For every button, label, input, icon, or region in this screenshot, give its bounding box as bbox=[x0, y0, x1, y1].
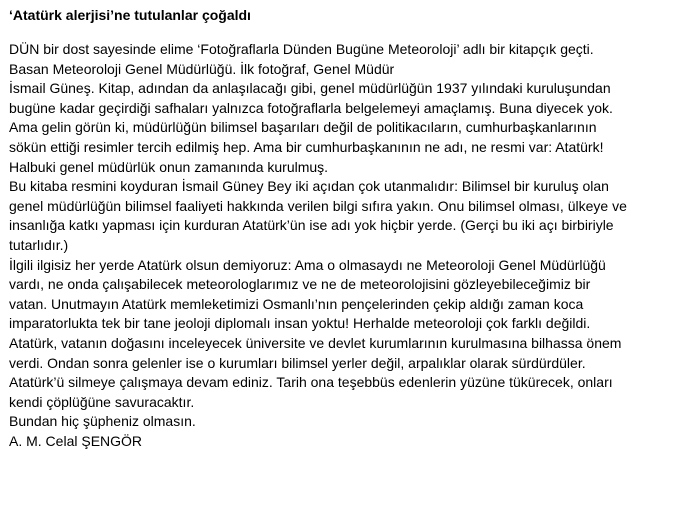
author-signature: A. M. Celal ŞENGÖR bbox=[9, 432, 143, 449]
body-line: Basan Meteoroloji Genel Müdürlüğü. İlk fotoğraf, Genel Müdür bbox=[9, 60, 395, 77]
body-line: vardı, ne onda çalışabilecek meteorologlarımız ve ne de meteorolojisini gözleyebileceğimiz bir bbox=[9, 276, 591, 293]
body-line: verdi. Ondan sonra gelenler ise o kurumları bilimsel yerler değil, arpalıklar olarak sürdürdüler. bbox=[9, 354, 586, 371]
body-line: tutarlıdır.) bbox=[9, 236, 69, 253]
body-line: Ama gelin görün ki, müdürlüğün bilimsel başarıları değil de politikacıların, cumhurbaşkanlarının bbox=[9, 119, 597, 136]
body-line: Atatürk’ü silmeye çalışmaya devam ediniz. Tarih ona teşebbüs edenlerin yüzüne tükürecek, onları bbox=[9, 374, 613, 391]
body-line: sökün ettiği resimler tercih edilmiş hep. Ama bir cumhurbaşkanının ne adı, ne resmi var: Atatürk! bbox=[9, 138, 604, 155]
body-line: İsmail Güneş. Kitap, adından da anlaşılacağı gibi, genel müdürlüğün 1937 yılındaki kuruluşundan bbox=[9, 80, 611, 97]
body-line: insanlığa katkı yapması için kurduran Atatürk’ün ise adı yok hiçbir yerde. (Gerçi bu iki açı birbiriyle bbox=[9, 217, 614, 234]
body-line: bugüne kadar geçirdiği safhaları yalnızca fotoğraflarla belgelemeyi amaçlamış. Buna diyecek yok. bbox=[9, 99, 613, 116]
body-line: Halbuki genel müdürlük onun zamanında kurulmuş. bbox=[9, 158, 329, 175]
body-line: Bu kitaba resmini koyduran İsmail Güney Bey iki açıdan çok utanmalıdır: Bilimsel bir kuruluş olan bbox=[9, 178, 609, 195]
article bbox=[9, 4, 681, 451]
body-line: vatan. Unutmayın Atatürk memleketimizi Osmanlı’nın pençelerinden çekip aldığı zaman koca bbox=[9, 295, 584, 312]
body-line: İlgili ilgisiz her yerde Atatürk olsun demiyoruz: Ama o olmasaydı ne Meteoroloji Genel Müdürlüğü bbox=[9, 256, 606, 273]
body-line: Bundan hiç şüpheniz olmasın. bbox=[9, 413, 196, 430]
body-line: genel müdürlüğün bilimsel faaliyeti hakkında verilen bilgi sıfıra yakın. Onu bilimsel olması, ülkeye ve bbox=[9, 197, 627, 214]
body-line: imparatorlukta tek bir tane jeoloji diplomalı insan yoktu! Herhalde meteoroloji çok farklı değildi. bbox=[9, 315, 591, 332]
article-title: ‘Atatürk alerjisi’ne tutulanlar çoğaldı bbox=[9, 7, 251, 23]
body-line: kendi çöplüğüne savuracaktır. bbox=[9, 393, 195, 410]
body-line: DÜN bir dost sayesinde elime ‘Fotoğraflarla Dünden Bugüne Meteoroloji’ adlı bir kitapçık geçti. bbox=[9, 41, 594, 57]
article-body bbox=[9, 40, 681, 451]
body-line: Atatürk, vatanın doğasını inceleyecek üniversite ve devlet kurumlarının kurulmasına bilhassa önem bbox=[9, 334, 622, 351]
